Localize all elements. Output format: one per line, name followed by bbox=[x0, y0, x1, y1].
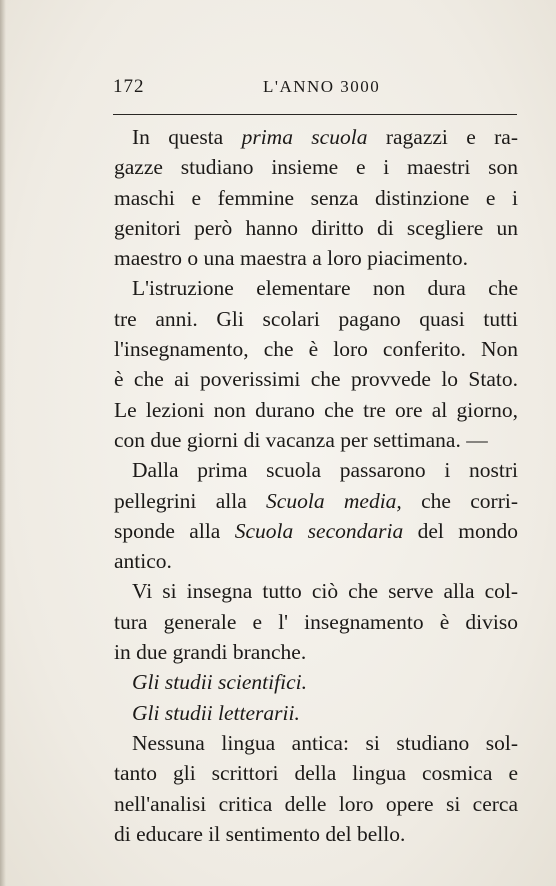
text-line bbox=[114, 183, 518, 213]
header-rule bbox=[113, 114, 517, 115]
text-run: in due grandi branche. bbox=[114, 640, 307, 665]
text-run: nell'analisi critica delle loro opere si cerca bbox=[114, 791, 518, 816]
text-line bbox=[114, 728, 518, 758]
text-run: antico. bbox=[114, 549, 172, 574]
text-run: Vi si insegna tutto ciò che serve alla col- bbox=[132, 579, 518, 604]
paragraph bbox=[114, 576, 518, 667]
text-line bbox=[114, 546, 518, 576]
text-line bbox=[114, 486, 518, 516]
paragraph bbox=[114, 455, 518, 576]
text-run: del mondo bbox=[403, 518, 519, 543]
running-title: L'ANNO 3000 bbox=[263, 77, 381, 96]
text-line bbox=[114, 758, 518, 788]
branch-heading: Gli studii letterarii. bbox=[132, 700, 300, 725]
text-run: l'insegnamento, che è loro conferito. Non bbox=[114, 337, 518, 362]
text-run: tura generale e l' insegnamento è diviso bbox=[114, 609, 518, 634]
text-run: genitori però hanno diritto di scegliere un bbox=[114, 215, 518, 240]
text-line bbox=[114, 334, 518, 364]
text-run: L'istruzione elementare non dura che bbox=[132, 276, 518, 301]
text-run: tre anni. Gli scolari pagano quasi tutti bbox=[114, 306, 518, 331]
text-run: è che ai poverissimi che provvede lo Stato. bbox=[114, 367, 518, 392]
page-edge-shadow bbox=[0, 0, 6, 886]
text-line bbox=[114, 819, 518, 849]
text-run: pellegrini alla bbox=[114, 488, 267, 513]
page-header bbox=[113, 76, 518, 102]
body-text bbox=[114, 122, 518, 849]
branch-heading: Gli studii scientifici. bbox=[132, 670, 307, 695]
text-run: con due giorni di vacanza per settimana. — bbox=[114, 427, 488, 452]
text-line bbox=[114, 213, 518, 243]
text-line bbox=[114, 304, 518, 334]
text-line bbox=[114, 273, 518, 303]
italic-run: prima scuola bbox=[241, 125, 368, 149]
text-run: Nessuna lingua antica: si studiano sol- bbox=[132, 730, 518, 755]
paragraph bbox=[114, 728, 518, 849]
italic-run: Scuola media, bbox=[266, 488, 402, 513]
text-line bbox=[114, 637, 518, 667]
text-line bbox=[114, 395, 518, 425]
text-line bbox=[114, 364, 518, 394]
text-run: Le lezioni non durano che tre ore al giorno, bbox=[114, 397, 518, 422]
text-run: di educare il sentimento del bello. bbox=[114, 821, 406, 846]
text-run: che corri- bbox=[401, 488, 518, 513]
text-run: In questa bbox=[132, 125, 242, 149]
page-number: 172 bbox=[113, 76, 145, 97]
text-run: Dalla prima scuola passarono i nostri bbox=[132, 458, 518, 483]
text-run: tanto gli scrittori della lingua cosmica e bbox=[114, 761, 518, 786]
text-run: maestro o una maestra a loro piacimento. bbox=[114, 246, 469, 271]
text-line bbox=[114, 455, 518, 485]
text-line bbox=[114, 576, 518, 606]
text-run: sponde alla bbox=[114, 518, 235, 543]
text-line bbox=[114, 789, 518, 819]
text-line bbox=[114, 122, 518, 152]
text-run: gazze studiano insieme e i maestri son bbox=[114, 155, 518, 180]
text-line bbox=[114, 425, 518, 455]
text-run: maschi e femmine senza distinzione e i bbox=[114, 185, 518, 210]
paragraph bbox=[114, 122, 518, 273]
text-line bbox=[114, 243, 518, 273]
italic-run: Scuola secondaria bbox=[234, 518, 404, 543]
text-line bbox=[114, 152, 518, 182]
text-line bbox=[114, 516, 518, 546]
text-run: ragazzi e ra- bbox=[367, 125, 519, 149]
text-line bbox=[114, 607, 518, 637]
paragraph bbox=[114, 273, 518, 455]
